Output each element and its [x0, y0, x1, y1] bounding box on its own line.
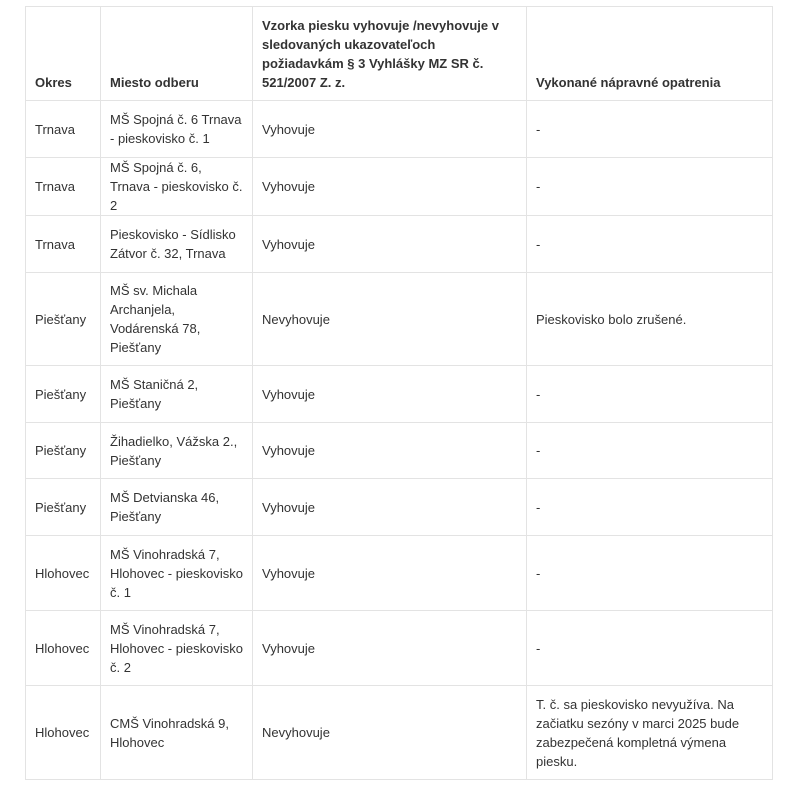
- cell-okres: Piešťany: [26, 273, 101, 366]
- cell-miesto: CMŠ Vinohradská 9, Hlohovec: [101, 686, 253, 780]
- cell-vzorka: Vyhovuje: [253, 216, 527, 273]
- header-miesto-odberu: Miesto odberu: [101, 7, 253, 101]
- sand-sample-results-table: [25, 6, 773, 780]
- cell-vzorka: Vyhovuje: [253, 536, 527, 611]
- table-row: [26, 479, 773, 536]
- table-row: [26, 216, 773, 273]
- cell-okres: Hlohovec: [26, 611, 101, 686]
- cell-okres: Trnava: [26, 216, 101, 273]
- cell-miesto: MŠ Spojná č. 6 Trnava - pieskovisko č. 1: [101, 101, 253, 158]
- cell-miesto: MŠ Detvianska 46, Piešťany: [101, 479, 253, 536]
- cell-vzorka: Vyhovuje: [253, 479, 527, 536]
- cell-opatrenia: T. č. sa pieskovisko nevyužíva. Na začiatku sezóny v marci 2025 bude zabezpečená kompletná výmena piesku.: [527, 686, 773, 780]
- cell-okres: Piešťany: [26, 479, 101, 536]
- cell-opatrenia: -: [527, 101, 773, 158]
- results-table-container: [25, 6, 772, 780]
- cell-miesto: MŠ Vinohradská 7, Hlohovec - pieskovisko č. 1: [101, 536, 253, 611]
- cell-miesto: MŠ Staničná 2, Piešťany: [101, 366, 253, 423]
- cell-miesto: Pieskovisko - Sídlisko Zátvor č. 32, Trnava: [101, 216, 253, 273]
- cell-okres: Piešťany: [26, 423, 101, 479]
- cell-vzorka: Vyhovuje: [253, 366, 527, 423]
- cell-vzorka: Vyhovuje: [253, 101, 527, 158]
- table-row: [26, 686, 773, 780]
- cell-okres: Piešťany: [26, 366, 101, 423]
- table-row: [26, 158, 773, 216]
- cell-vzorka: Nevyhovuje: [253, 273, 527, 366]
- table-row: [26, 536, 773, 611]
- cell-miesto: Žihadielko, Vážska 2., Piešťany: [101, 423, 253, 479]
- table-header-row: [26, 7, 773, 101]
- header-okres: Okres: [26, 7, 101, 101]
- header-opatrenia: Vykonané nápravné opatrenia: [527, 7, 773, 101]
- cell-okres: Hlohovec: [26, 686, 101, 780]
- table-row: [26, 101, 773, 158]
- cell-opatrenia: -: [527, 158, 773, 216]
- cell-opatrenia: -: [527, 423, 773, 479]
- cell-vzorka: Vyhovuje: [253, 423, 527, 479]
- cell-opatrenia: -: [527, 366, 773, 423]
- table-row: [26, 273, 773, 366]
- cell-opatrenia: -: [527, 479, 773, 536]
- cell-okres: Trnava: [26, 158, 101, 216]
- cell-miesto: MŠ sv. Michala Archanjela, Vodárenská 78, Piešťany: [101, 273, 253, 366]
- cell-opatrenia: -: [527, 536, 773, 611]
- header-vzorka: Vzorka piesku vyhovuje /nevyhovuje v sledovaných ukazovateľoch požiadavkám § 3 Vyhlášky MZ SR č. 521/2007 Z. z.: [253, 7, 527, 101]
- cell-opatrenia: -: [527, 611, 773, 686]
- cell-vzorka: Nevyhovuje: [253, 686, 527, 780]
- cell-opatrenia: Pieskovisko bolo zrušené.: [527, 273, 773, 366]
- cell-vzorka: Vyhovuje: [253, 611, 527, 686]
- cell-vzorka: Vyhovuje: [253, 158, 527, 216]
- table-row: [26, 366, 773, 423]
- cell-okres: Trnava: [26, 101, 101, 158]
- cell-miesto: MŠ Spojná č. 6, Trnava - pieskovisko č. 2: [101, 158, 253, 216]
- table-row: [26, 423, 773, 479]
- cell-miesto: MŠ Vinohradská 7, Hlohovec - pieskovisko č. 2: [101, 611, 253, 686]
- table-row: [26, 611, 773, 686]
- cell-opatrenia: -: [527, 216, 773, 273]
- cell-okres: Hlohovec: [26, 536, 101, 611]
